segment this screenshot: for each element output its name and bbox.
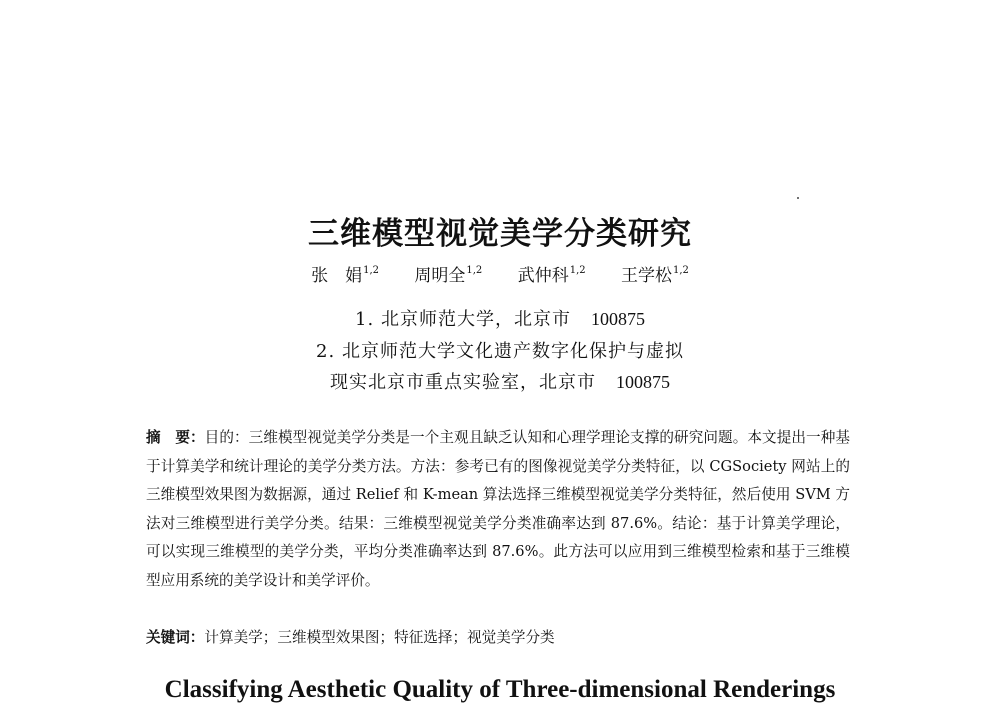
author-name: 张 娟 xyxy=(311,266,363,286)
affiliation-line-1 xyxy=(0,305,1000,331)
paper-title: 三维模型视觉美学分类研究 xyxy=(308,216,692,252)
author-affiliation-mark: 1,2 xyxy=(466,265,483,276)
author-list xyxy=(0,261,1000,286)
keywords xyxy=(146,624,555,652)
author-name: 周明全 xyxy=(414,266,466,286)
author-affiliation-mark: 1,2 xyxy=(569,265,586,276)
author-affiliation-mark: 1,2 xyxy=(673,265,689,276)
abstract-text: 目的：三维模型视觉美学分类是一个主观且缺乏认知和心理学理论支撑的研究问题。本文提出一种基于计算美学和统计理论的美学分类方法。方法：参考已有的图像视觉美学分类特征，以 CGSociety 网站上的三维模型效果图为数据源，通过 Relief 和 K-mean 算法选择三维模型视觉美学分类特征，然后使用 SVM 方法对三维模型进行美学分类。结果：三维模型视觉美学分类准确率达到 87.6%。结论：基于计算美学理论，可以实现三维模型的美学分类，平均分类准确率达到 87.6%。此方法可以应用到三维模型检索和基于三维模型应用系统的美学设计和美学评价。 xyxy=(146,429,850,589)
postal-code: 100875 xyxy=(590,309,645,329)
english-title: Classifying Aesthetic Quality of Three-dimensional Renderings xyxy=(164,676,836,703)
affiliation-text: 2. 北京师范大学文化遗产数字化保护与虚拟 xyxy=(316,341,684,362)
author-name: 武仲科 xyxy=(517,266,569,286)
keywords-text: 计算美学；三维模型效果图；特征选择；视觉美学分类 xyxy=(204,629,555,646)
affiliation-line-3 xyxy=(0,368,1000,394)
affiliation-line-2 xyxy=(0,337,1000,363)
author xyxy=(311,261,379,286)
abstract xyxy=(146,424,850,595)
author xyxy=(414,261,482,286)
author-affiliation-mark: 1,2 xyxy=(363,265,379,276)
affiliation-text: 现实北京市重点实验室，北京市 xyxy=(330,372,596,393)
author xyxy=(621,261,689,286)
postal-code: 100875 xyxy=(616,372,670,392)
author-name: 王学松 xyxy=(621,266,673,286)
abstract-label: 摘 要： xyxy=(146,429,205,446)
scan-speck xyxy=(797,197,799,199)
affiliation-text: 1. 北京师范大学，北京市 xyxy=(355,309,571,330)
author xyxy=(518,261,586,286)
keywords-label: 关键词： xyxy=(146,629,205,646)
